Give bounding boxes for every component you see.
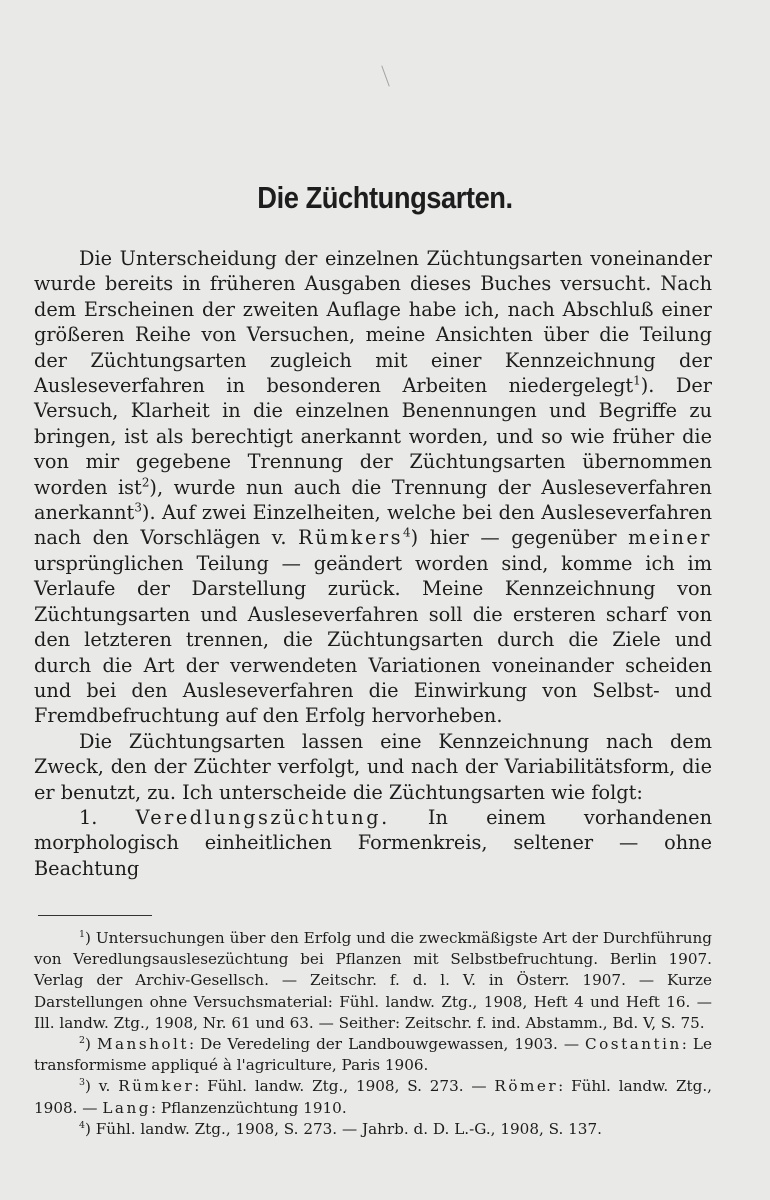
footnote-ref-2: 2: [141, 475, 150, 490]
footnote-4-text: ) Fühl. landw. Ztg., 1908, S. 273. — Jahrb. d. D. L.-G., 1908, S. 137.: [85, 1119, 602, 1138]
author-costantin: Costantin: [585, 1035, 682, 1054]
footnote-ref-3: 3: [134, 500, 142, 515]
paragraph-1: [34, 246, 712, 729]
fn3-text-a: ) v.: [85, 1077, 111, 1096]
footnote-1: [34, 928, 712, 1034]
p1-text-e: ) hier — gegenüber: [410, 526, 617, 550]
author-ruemker: Rümker: [118, 1077, 195, 1096]
fn2-text-b: : De Veredeling der Landbouwgewassen, 1903. —: [189, 1035, 580, 1054]
p1-text-b: ). Der Versuch, Klarheit in die einzelnen Benennungen und Begriffe zu bringen, ist als berechtigt anerkannt worden, und so wie früher die von mir gegebene Trennung der Züchtungsarten übernommen worden ist: [34, 374, 712, 499]
paper-mark: [381, 65, 389, 86]
footnote-1-text: ) Untersuchungen über den Erfolg und die zweckmäßigste Art der Durchführung von Veredlungsauslesezüchtung bei Pflanzen mit Selbstbefruchtung. Berlin 1907. Verlag der Archiv-Gesellsch. — Zeitschr. f. d. l. V. in Österr. 1907. — Kurze Darstellungen ohne Versuchsmaterial: Fühl. landw. Ztg., 1908, Heft 4 und Heft 16. — Ill. landw. Ztg., 1908, Nr. 61 und 63. — Seither: Zeitschr. f. ind. Abstamm., Bd. V, S. 75.: [34, 929, 712, 1032]
footnote-mark-4: 4: [79, 1119, 85, 1131]
author-roemer: Römer: [494, 1077, 559, 1096]
p1-text-d: ). Auf zwei Einzelheiten, welche bei den Ausleseverfahren nach den Vorschlägen v.: [34, 501, 712, 550]
paragraph-2: Die Züchtungsarten lassen eine Kennzeichnung nach dem Zweck, den der Züchter verfolgt, und nach der Variabilitätsform, die er benutzt, zu. Ich unterscheide die Züchtungsarten wie folgt:: [34, 729, 712, 804]
chapter-title: Die Züchtungsarten.: [257, 180, 513, 215]
footnote-ref-4: 4: [403, 526, 411, 541]
footnote-3: [34, 1076, 712, 1118]
footnote-2: [34, 1034, 712, 1076]
author-name-ruemkers: Rümkers: [298, 526, 404, 550]
fn2-text-c: : Le transformisme appliqué à l'agriculture, Paris 1906.: [34, 1035, 712, 1075]
footnote-mark-1: 1: [79, 928, 85, 940]
p1-text-c: ), wurde nun auch die Trennung der Ausleseverfahren anerkannt: [34, 475, 712, 525]
footnotes: [34, 928, 712, 1140]
footnote-ref-1: 1: [633, 373, 641, 388]
footnote-divider: [38, 915, 152, 916]
author-lang: Lang: [102, 1098, 151, 1117]
list-number: 1.: [79, 805, 98, 829]
body-text: [34, 246, 712, 881]
fn3-text-c: : Fühl. landw. Ztg., 1908. —: [34, 1077, 713, 1117]
term-veredlungszuechtung: Veredlungszüchtung.: [135, 805, 390, 829]
emphasis-meiner: meiner: [628, 526, 712, 550]
author-mansholt: Mansholt: [96, 1035, 190, 1054]
fn3-text-b: : Fühl. landw. Ztg., 1908, S. 273. —: [194, 1077, 487, 1096]
footnote-mark-3: 3: [79, 1077, 85, 1089]
p1-text-f: ursprünglichen Teilung — geändert worden sind, komme ich im Verlaufe der Darstellung zurück. Meine Kennzeichnung von Züchtungsarten und Ausleseverfahren soll die ersteren scharf von den letzteren trennen, die Züchtungsarten durch die Ziele und durch die Art der verwendeten Variationen voneinander scheiden und bei den Ausleseverfahren die Einwirkung von Selbst- und Fremdbefruchtung auf den Erfolg hervorheben.: [34, 551, 712, 728]
fn3-text-d: : Pflanzenzüchtung 1910.: [150, 1098, 347, 1117]
paragraph-3: [34, 805, 712, 881]
fn2-text-a: ): [85, 1035, 91, 1054]
footnote-4: [34, 1119, 712, 1140]
p3-text: In einem vorhandenen morphologisch einheitlichen Formenkreis, seltener — ohne Beachtung: [34, 805, 712, 880]
p1-text-a: Die Unterscheidung der einzelnen Züchtungsarten voneinander wurde bereits in früheren Ausgaben dieses Buches versucht. Nach dem Erscheinen der zweiten Auflage habe ich, nach Abschluß einer größeren Reihe von Versuchen, meine Ansichten über die Teilung der Züchtungsarten zugleich mit einer Kennzeichnung der Ausleseverfahren in besonderen Arbeiten niedergelegt: [34, 247, 712, 398]
footnote-mark-2: 2: [79, 1034, 85, 1046]
